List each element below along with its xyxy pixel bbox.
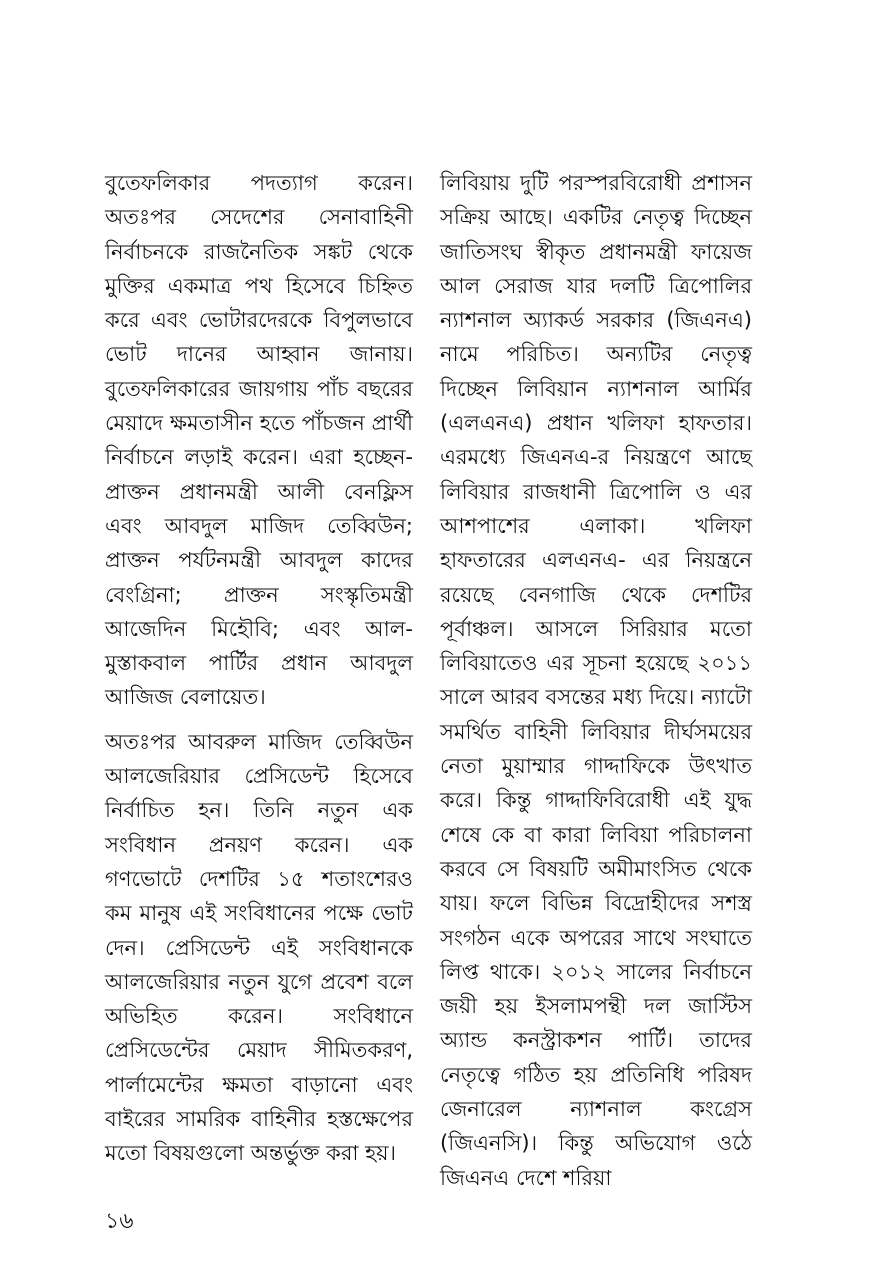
page-number: ১৬ bbox=[105, 1209, 134, 1234]
right-column bbox=[440, 166, 752, 1195]
right-paragraph-1: লিবিয়ায় দুটি পরস্পরবিরোধী প্রশাসন সক্রিয় আছে। একটির নেতৃত্ব দিচ্ছেন জাতিসংঘ স্বীকৃত প্রধানমন্ত্রী ফায়েজ আল সেরাজ যার দলটি ত্রিপোলির ন্যাশনাল অ্যাকর্ড সরকার (জিএনএ) নামে পরিচিত। অন্যটির নেতৃত্ব দিচ্ছেন লিবিয়ান ন্যাশনাল আর্মির (এলএনএ) প্রধান খলিফা হাফতার। এরমধ্যে জিএনএ-র নিয়ন্ত্রণে আছে লিবিয়ার রাজধানী ত্রিপোলি ও এর আশপাশের এলাকা। খলিফা হাফতারের এলএনএ- এর নিয়ন্ত্রনে রয়েছে বেনগাজি থেকে দেশটির পূর্বাঞ্চল। আসলে সিরিয়ার মতো লিবিয়াতেও এর সূচনা হয়েছে ২০১১ সালে আরব বসন্তের মধ্য দিয়ে। ন্যাটো সমর্থিত বাহিনী লিবিয়ার দীর্ঘসময়ের নেতা মুয়াম্মার গাদ্দাফিকে উৎখাত করে। কিন্তু গাদ্দাফিবিরোধী এই যুদ্ধ শেষে কে বা কারা লিবিয়া পরিচালনা করবে সে বিষয়টি অমীমাংসিত থেকে যায়। ফলে বিভিন্ন বিদ্রোহীদের সশস্ত্র সংগঠন একে অপরের সাথে সংঘাতে লিপ্ত থাকে। ২০১২ সালের নির্বাচনে জয়ী হয় ইসলামপন্থী দল জাস্টিস অ্যান্ড কনস্ট্রাকশন পার্টি। তাদের নেতৃত্বে গঠিত হয় প্রতিনিধি পরিষদ জেনারেল ন্যাশনাল কংগ্রেস (জিএনসি)। কিন্তু অভিযোগ ওঠে জিএনএ দেশে শরিয়া bbox=[440, 171, 752, 1190]
left-paragraph-1: বুতেফলিকার পদত্যাগ করেন। অতঃপর সেদেশের সেনাবাহিনী নির্বাচনকে রাজনৈতিক সঙ্কট থেকে মুক্তির একমাত্র পথ হিসেবে চিহ্নিত করে এবং ভোটারদেরকে বিপুলভাবে ভোট দানের আহ্বান জানায়। বুতেফলিকারের জায়গায় পাঁচ বছরের মেয়াদে ক্ষমতাসীন হতে পাঁচজন প্রার্থী নির্বাচনে লড়াই করেন। এরা হচ্ছেন- প্রাক্তন প্রধানমন্ত্রী আলী বেনফ্লিস এবং আবদুল মাজিদ তেব্বিউন; প্রাক্তন পর্যটনমন্ত্রী আবদুল কাদের বেংগ্রিনা; প্রাক্তন সংস্কৃতিমন্ত্রী আজেদিন মিহৌবি; এবং আল-মুস্তাকবাল পার্টির প্রধান আবদুল আজিজ বেলায়েত। bbox=[105, 171, 413, 710]
left-paragraph-2: অতঃপর আবরুল মাজিদ তেব্বিউন আলজেরিয়ার প্রেসিডেন্ট হিসেবে নির্বাচিত হন। তিনি নতুন এক সংবিধান প্রনয়ণ করেন। এক গণভোটে দেশটির ১৫ শতাংশেরও কম মানুষ এই সংবিধানের পক্ষে ভোট দেন। প্রেসিডেন্ট এই সংবিধানকে আলজেরিয়ার নতুন যুগে প্রবেশ বলে অভিহিত করেন। সংবিধানে প্রেসিডেন্টের মেয়াদ সীমিতকরণ, পার্লামেন্টের ক্ষমতা বাড়ানো এবং বাইরের সামরিক বাহিনীর হস্তক্ষেপের মতো বিষয়গুলো অন্তর্ভুক্ত করা হয়। bbox=[105, 729, 413, 1166]
left-column bbox=[105, 166, 413, 1171]
